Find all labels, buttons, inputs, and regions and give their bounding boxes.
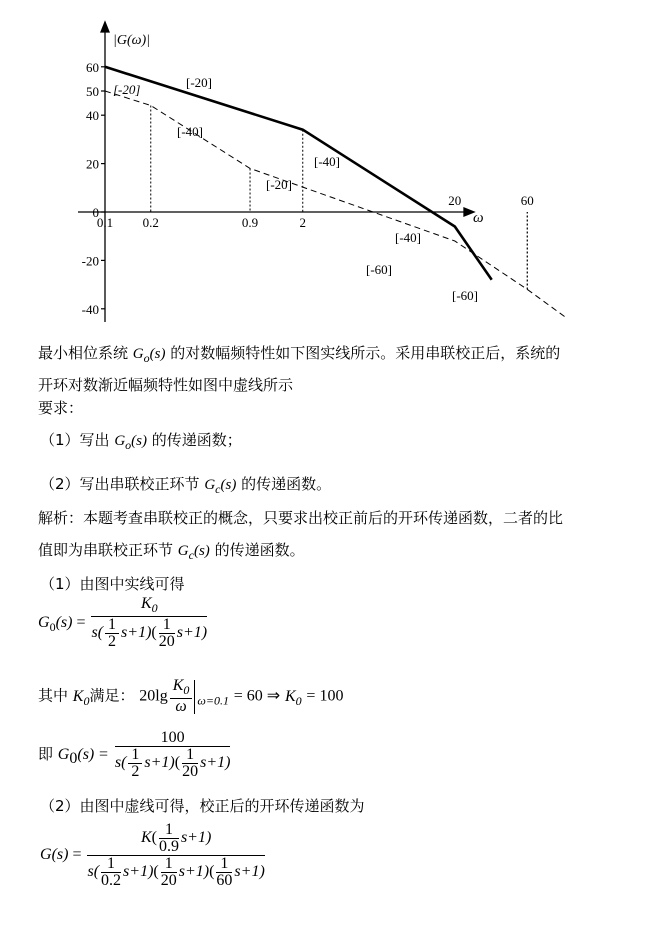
slope-solid-3: [-60] <box>366 262 392 277</box>
y-tick-label: -40 <box>81 301 99 317</box>
guide-lines <box>151 106 528 290</box>
x-axis-label: ω <box>473 210 484 226</box>
y-tick-label: 20 <box>86 156 99 172</box>
slope-dashed-5: [-60] <box>452 288 478 303</box>
g0-fraction: $K_0$ s( $\frac{1}{2}$ s+1)( $\frac{1}{20}$ s+1) <box>91 595 208 651</box>
y-tick-label: 50 <box>86 84 99 99</box>
x-tick-label: 0.2 <box>142 215 159 230</box>
y-axis-arrow <box>101 22 109 32</box>
slope-dashed-3: [-20] <box>266 177 292 192</box>
analysis-line-2: 值即为串联校正环节 $G_c(s)$ 的传递函数。 <box>38 541 305 562</box>
bode-plot <box>0 0 657 335</box>
k0-fraction: $\frac{K_0}{\omega}$ <box>170 678 193 715</box>
x-tick-label: 0.1 <box>96 215 114 230</box>
question-2: （2）写出串联校正环节 $G_c(s)$ 的传递函数。 <box>40 475 332 496</box>
plot-axes <box>78 22 474 322</box>
slope-labels <box>113 75 478 303</box>
slope-solid-2: [-40] <box>314 154 340 169</box>
problem-text: 的对数幅频特性如下图实线所示。采用串联校正后，系统的 <box>170 344 561 362</box>
g-fraction: K( $\frac{1}{0.9}$ s+1) s( $\frac{1}{0.2}$ s+1)( $\frac{1}{20}$ s+1)( $\frac{1}{60}$ s+1) <box>87 821 265 889</box>
go-symbol: $G_o(s)$ <box>114 433 147 452</box>
y-tick-label: 0 <box>92 205 99 220</box>
slope-dashed-1: [-20] <box>113 82 141 97</box>
solid-series-line <box>105 67 492 280</box>
go-symbol: $G_o(s)$ <box>132 346 166 365</box>
problem-text: 最小相位系统 <box>38 344 129 362</box>
step-1-label: （1）由图中实线可得 <box>40 575 185 593</box>
equation-g0-final: 即 $G_0(s)$ = 100 s( $\frac{1}{2}$ s+1)( $\frac{1}{20}$ s+1) <box>38 729 231 780</box>
y-tick-label: 40 <box>86 108 99 124</box>
equation-g: G(s) = K( $\frac{1}{0.9}$ s+1) s( $\frac{1}{0.2}$ s+1)( $\frac{1}{20}$ s+1)( $\frac{1}{60}$ s+1) <box>40 821 265 889</box>
x-tick-label: 2 <box>299 215 307 230</box>
k0-symbol: $K_0$ <box>72 687 90 708</box>
problem-line-1 <box>38 343 560 368</box>
step-2-label: （2）由图中虚线可得，校正后的开环传递函数为 <box>40 797 365 815</box>
x-tick-label: 20 <box>448 193 462 208</box>
gc-symbol: $G_c(s)$ <box>204 477 237 496</box>
question-1: （1）写出 $G_o(s)$ 的传递函数； <box>40 431 242 452</box>
y-tick-label: -20 <box>81 253 99 269</box>
slope-dashed-4: [-40] <box>395 230 421 245</box>
y-tick-label: 60 <box>86 59 99 75</box>
slope-solid-1: [-20] <box>186 75 212 90</box>
k0-condition: 其中 $K_0$满足： 20lg $\frac{K_0}{\omega}$ $_{\omega=0.1}$ = 60 ⇒ $K_0 = 100$ <box>38 677 344 716</box>
analysis-line-1: 解析：本题考查串联校正的概念，只要求出校正前后的开环传递函数，二者的比 <box>38 509 564 527</box>
x-tick-label: 0.9 <box>241 215 259 230</box>
requirements-label: 要求： <box>38 399 84 417</box>
dashed-series-line <box>105 91 567 319</box>
equation-g0: $G_0(s)$ = $K_0$ s( $\frac{1}{2}$ s+1)( $\frac{1}{20}$ s+1) <box>38 595 208 651</box>
gc-symbol: $G_c(s)$ <box>177 543 210 562</box>
y-ticks <box>82 60 105 317</box>
y-axis-label: |G(ω)| <box>113 33 151 48</box>
g0-final-fraction: 100 s( $\frac{1}{2}$ s+1)( $\frac{1}{20}$ s+1) <box>114 729 231 780</box>
problem-line-2: 开环对数渐近幅频特性如图中虚线所示 <box>38 376 294 394</box>
series-group <box>105 67 567 319</box>
slope-dashed-2: [-40] <box>177 124 203 139</box>
x-tick-label: 60 <box>520 193 534 208</box>
